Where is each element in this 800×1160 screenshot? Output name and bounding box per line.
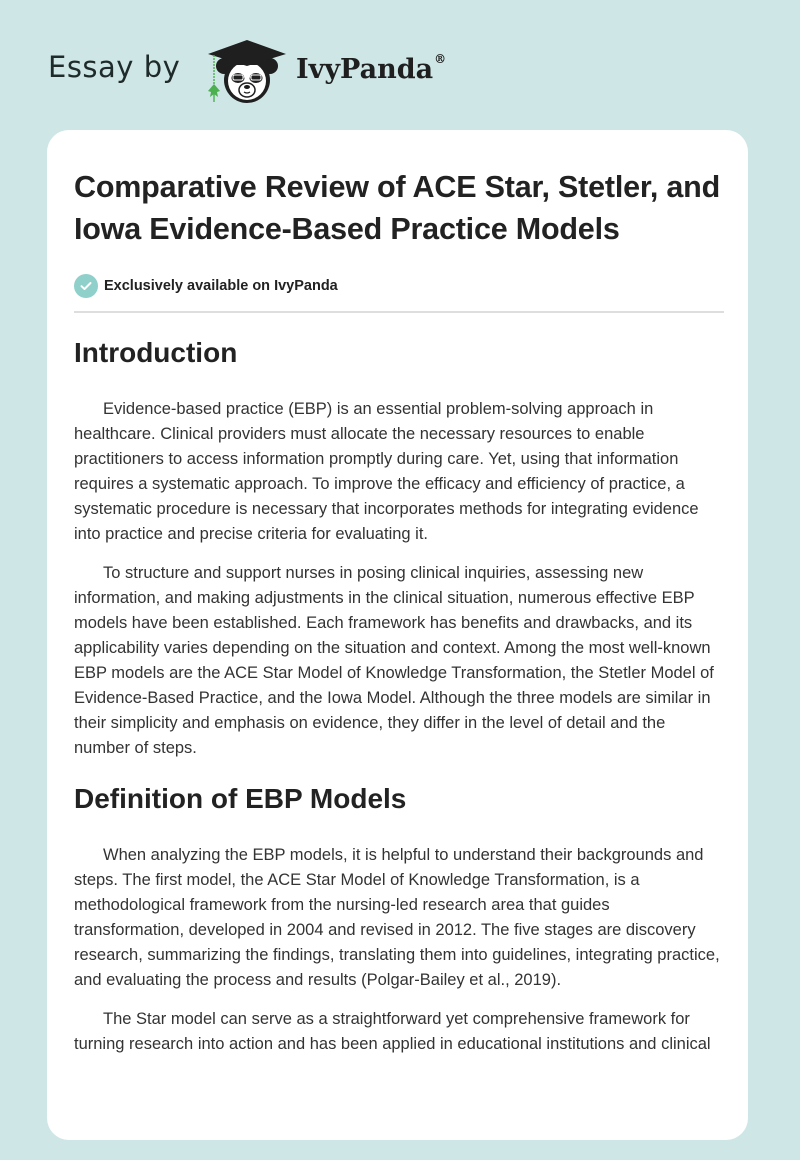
divider [74,311,724,313]
exclusive-badge [74,273,724,299]
essay-by-label: Essay by [48,50,181,84]
paragraph: To structure and support nurses in posing clinical inquiries, assessing new information, and making adjustments in the clinical situation, numerous effective EBP models have been established. Each framework has benefits and drawbacks, and its applicability varies depending on the situation and context. Among the most well-known EBP models are the ACE Star Model of Knowledge Transformation, the Stetler Model of Evidence-Based Practice, and the Iowa Model. Although the three models are similar in their simplicity and emphasis on evidence, they differ in the level of detail and the number of steps. [74,564,714,757]
brand-name: IvyPanda [296,54,434,85]
section-heading-definition: Definition of EBP Models [74,783,407,814]
section-heading-introduction: Introduction [74,337,238,368]
exclusive-label: Exclusively available on IvyPanda [104,278,338,294]
registered-mark: ® [434,52,447,66]
page-title: Comparative Review of ACE Star, Stetler, and Iowa Evidence-Based Practice Models [74,170,721,246]
panda-graduate-icon[interactable] [202,36,292,108]
essay-card [47,130,748,1140]
paragraph: The Star model can serve as a straightforward yet comprehensive framework for turning research into action and has been applied in educational institutions and clinical [74,1010,711,1053]
essay-content [74,166,724,1057]
brand-logo-text[interactable] [296,54,446,85]
site-header [0,0,800,130]
paragraph: When analyzing the EBP models, it is helpful to understand their backgrounds and steps. The first model, the ACE Star Model of Knowledge Transformation, is a methodological framework from the nursing-led research area that guides transformation, developed in 2004 and revised in 2012. The five stages are discovery research, summarizing the findings, translating them into guidelines, integrating practice, and evaluating the process and results (Polgar-Bailey et al., 2019). [74,846,720,989]
paragraph: Evidence-based practice (EBP) is an essential problem-solving approach in healthcare. Clinical providers must allocate the necessary resources to enable practitioners to access information promptly during care. Yet, using that information requires a systematic approach. To improve the efficacy and efficiency of practice, a systematic procedure is necessary that incorporates methods for integrating evidence into practice and precise criteria for evaluating it. [74,400,699,543]
check-circle-icon [74,274,98,298]
